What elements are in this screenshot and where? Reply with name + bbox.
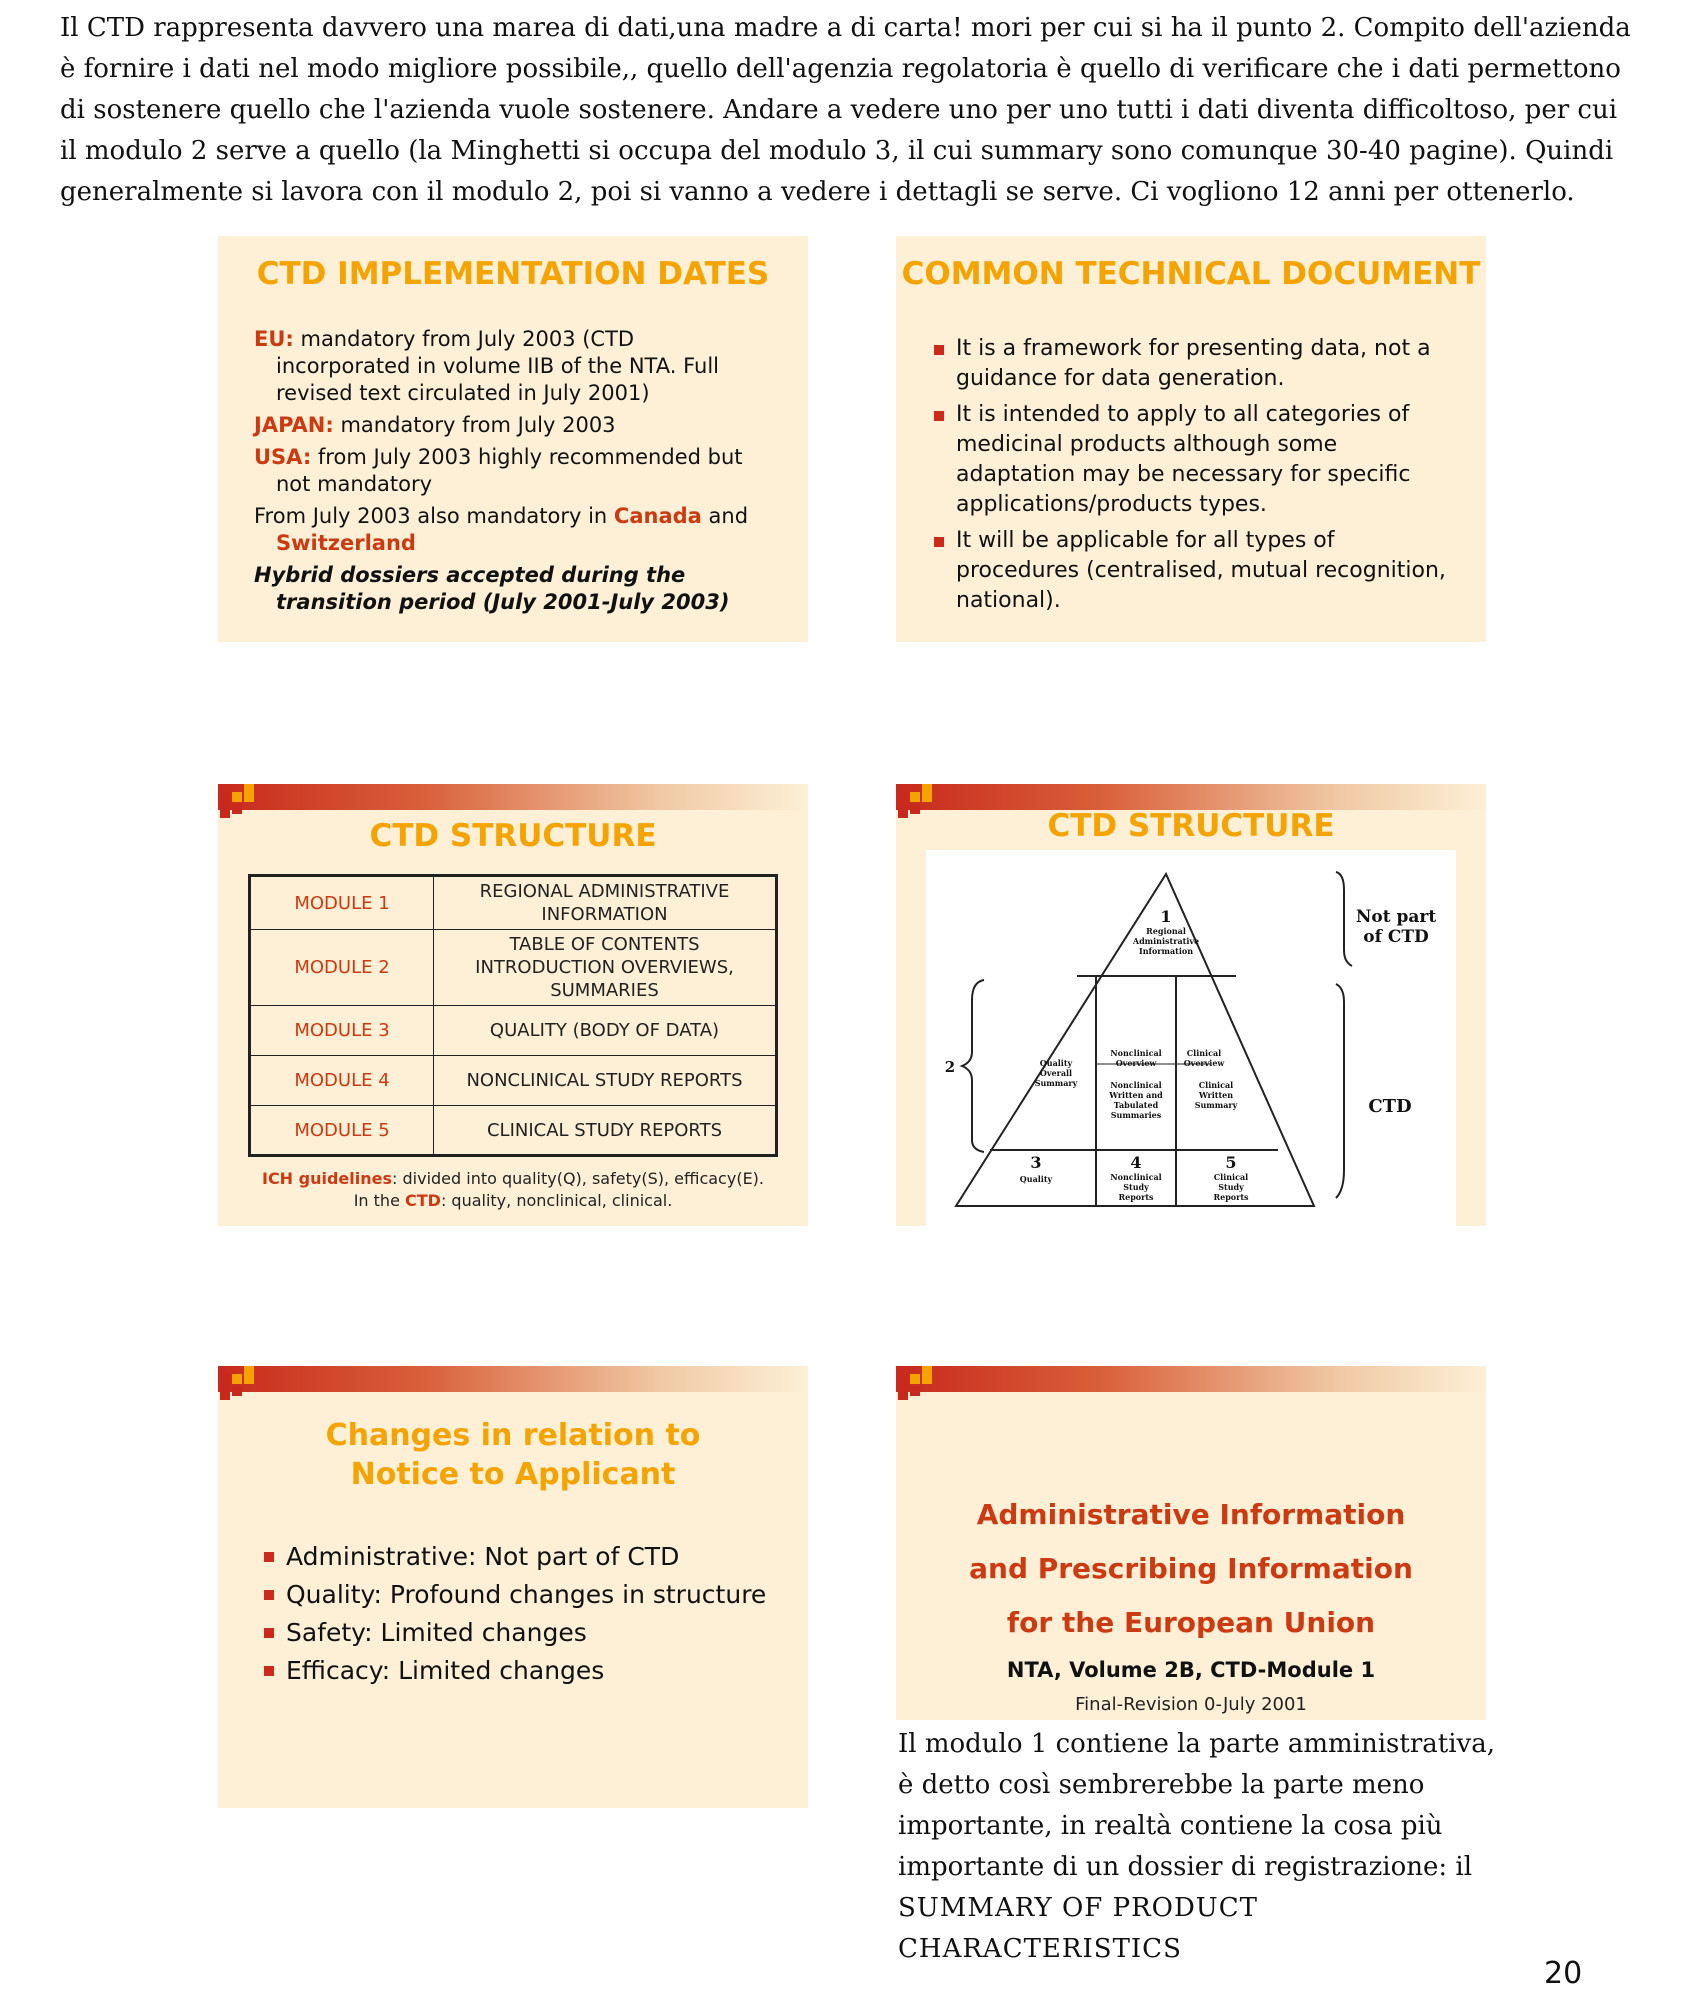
ctd-text: : quality, nonclinical, clinical. [440,1191,673,1210]
heading-line: and Prescribing Information [969,1552,1413,1585]
slide-header-bar [896,784,1486,810]
diagram-label: Overview [1183,1058,1225,1068]
japan-label: JAPAN: [254,413,334,437]
bullet-item: It is a framework for presenting data, not a guidance for data generation. [932,334,1460,394]
intro-paragraph: Il CTD rappresenta davvero una marea di dati,una madre a di carta! mori per cui si ha il punto 2. Compito dell'azienda è fornire i dati nel modo migliore possibile,, quello dell'agenzia regolatoria è quello di verificare che i dati permettono di sostenere quello che l'azienda vuole sostenere. Andare a vedere uno per uno tutti i dati diventa difficoltoso, per cui il modulo 2 serve a quello (la Minghetti si occupa del modulo 3, il cui summary sono comunque 30-40 pagine). Quindi generalmente si lavora con il modulo 2, poi si vanno a vedere i dettagli se serve. Ci vogliono 12 anni per ottenerlo. [60,13,1631,207]
module-table [248,874,778,1157]
content-cell: NONCLINICAL STUDY REPORTS [434,1056,777,1106]
diagram-label: Summary [1194,1100,1238,1110]
slide-title [218,1416,808,1494]
in-the-text: In the [353,1191,400,1210]
diagram-label: Quality [1019,1174,1053,1184]
table-row [250,1106,777,1156]
hybrid-note: Hybrid dossiers accepted during the transition period (July 2001-July 2003) [254,563,730,614]
table-row [250,1006,777,1056]
slide-corner-decoration [896,1366,942,1400]
module-4-number: 4 [1130,1153,1142,1172]
ctd-pyramid-diagram [926,850,1456,1226]
content-cell: CLINICAL STUDY REPORTS [434,1106,777,1156]
diagram-label: Clinical [1186,1048,1222,1058]
slide-changes-notice-to-applicant [218,1366,808,1808]
not-part-label: Not part [1355,907,1437,927]
left-brace [962,980,984,1152]
diagram-label: Administrative [1132,936,1200,946]
diagram-label: Overview [1115,1058,1157,1068]
slide-implementation-dates [218,236,808,642]
eu-entry [254,326,774,407]
module-cell: MODULE 5 [250,1106,434,1156]
slide-header-bar [218,1366,808,1392]
diagram-label: Clinical [1198,1080,1234,1090]
usa-text: from July 2003 highly recommended but not mandatory [276,445,743,496]
usa-label: USA: [254,445,312,469]
outro-paragraph [898,1724,1498,1970]
right-brace-top [1336,872,1352,966]
from-text: From July 2003 also mandatory in [254,504,608,528]
page-number: 20 [1544,1956,1583,1991]
slide-ctd-structure-pyramid [896,784,1486,1226]
diagram-label: Tabulated [1113,1100,1159,1110]
bullet-item: It is intended to apply to all categories of medicinal products although some adaptation may be necessary for specific applications/products types. [932,400,1460,520]
ctd-brace-label: CTD [1368,1096,1412,1117]
and-text: and [708,504,749,528]
ich-note [218,1168,808,1212]
diagram-label: Written [1198,1090,1234,1100]
module-cell: MODULE 2 [250,930,434,1006]
canada-label: Canada [613,504,702,528]
table-row [250,930,777,1006]
module-3-number: 3 [1030,1153,1042,1172]
diagram-label: Study [1123,1182,1149,1192]
revision-note: Final-Revision 0-July 2001 [1075,1694,1307,1715]
bullet-item: Efficacy: Limited changes [262,1652,782,1690]
diagram-label: Reports [1213,1192,1249,1202]
slide-title: COMMON TECHNICAL DOCUMENT [901,256,1481,292]
content-cell: REGIONAL ADMINISTRATIVE INFORMATION [434,876,777,930]
ich-label: ICH guidelines [261,1169,393,1188]
module-2-number: 2 [944,1058,956,1076]
canada-switzerland-entry [254,503,774,557]
module-cell: MODULE 4 [250,1056,434,1106]
diagram-label: Nonclinical [1110,1080,1162,1090]
title-line: Changes in relation to [325,1418,701,1453]
diagram-label: Reports [1118,1192,1154,1202]
heading-line: for the European Union [1006,1606,1376,1639]
module-cell: MODULE 3 [250,1006,434,1056]
diagram-label: Summary [1034,1078,1078,1088]
module-cell: MODULE 1 [250,876,434,930]
slide-title: CTD STRUCTURE [369,818,657,854]
module-5-number: 5 [1225,1153,1237,1172]
outro-text: Il modulo 1 contiene la parte amministrativa, è detto così sembrerebbe la parte meno importante, in realtà contiene la cosa più importante di un dossier di registrazione: il [898,1729,1495,1882]
diagram-label: Overall [1039,1068,1073,1078]
title-line: Notice to Applicant [350,1457,676,1492]
diagram-label: Regional [1146,926,1186,936]
slide-title: CTD STRUCTURE [1047,808,1335,844]
slide-corner-decoration [218,1366,264,1400]
slide-common-technical-document [896,236,1486,642]
slide-corner-decoration [218,784,264,818]
usa-entry [254,444,774,498]
diagram-label: Quality [1039,1058,1073,1068]
bullet-item: It will be applicable for all types of procedures (centralised, mutual recognition, national). [932,526,1460,616]
ctd-label: CTD [405,1191,441,1210]
content-cell: TABLE OF CONTENTS INTRODUCTION OVERVIEWS, SUMMARIES [434,930,777,1006]
slide-title: CTD IMPLEMENTATION DATES [256,256,770,292]
table-row [250,1056,777,1106]
japan-text: mandatory from July 2003 [340,413,616,437]
switzerland-label: Switzerland [276,531,416,555]
eu-label: EU: [254,327,294,351]
bullet-item: Quality: Profound changes in structure [262,1576,782,1614]
heading-line: Administrative Information [976,1498,1406,1531]
content-cell: QUALITY (BODY OF DATA) [434,1006,777,1056]
module-1-number: 1 [1160,907,1172,926]
table-row [250,876,777,930]
right-brace-bottom [1336,984,1344,1198]
ich-text: : divided into quality(Q), safety(S), efficacy(E). [392,1169,764,1188]
slide-administrative-information [896,1366,1486,1720]
japan-entry [254,412,774,439]
diagram-label: Summaries [1110,1110,1162,1120]
diagram-label: Information [1138,946,1194,956]
slide-header-bar [896,1366,1486,1392]
diagram-label: Written and [1109,1090,1163,1100]
eu-text: mandatory from July 2003 (CTD incorporated in volume IIB of the NTA. Full revised text circulated in July 2001) [276,327,719,405]
slide-ctd-structure-table [218,784,808,1226]
not-part-label: of CTD [1363,927,1429,947]
diagram-label: Nonclinical [1110,1172,1162,1182]
bullet-item: Safety: Limited changes [262,1614,782,1652]
bullet-item: Administrative: Not part of CTD [262,1538,782,1576]
diagram-label: Study [1218,1182,1244,1192]
summary-product-characteristics: SUMMARY OF PRODUCT CHARACTERISTICS [898,1893,1258,1964]
diagram-label: Clinical [1213,1172,1249,1182]
subtitle: NTA, Volume 2B, CTD-Module 1 [1006,1658,1376,1682]
slide-header-bar [218,784,808,810]
diagram-label: Nonclinical [1110,1048,1162,1058]
